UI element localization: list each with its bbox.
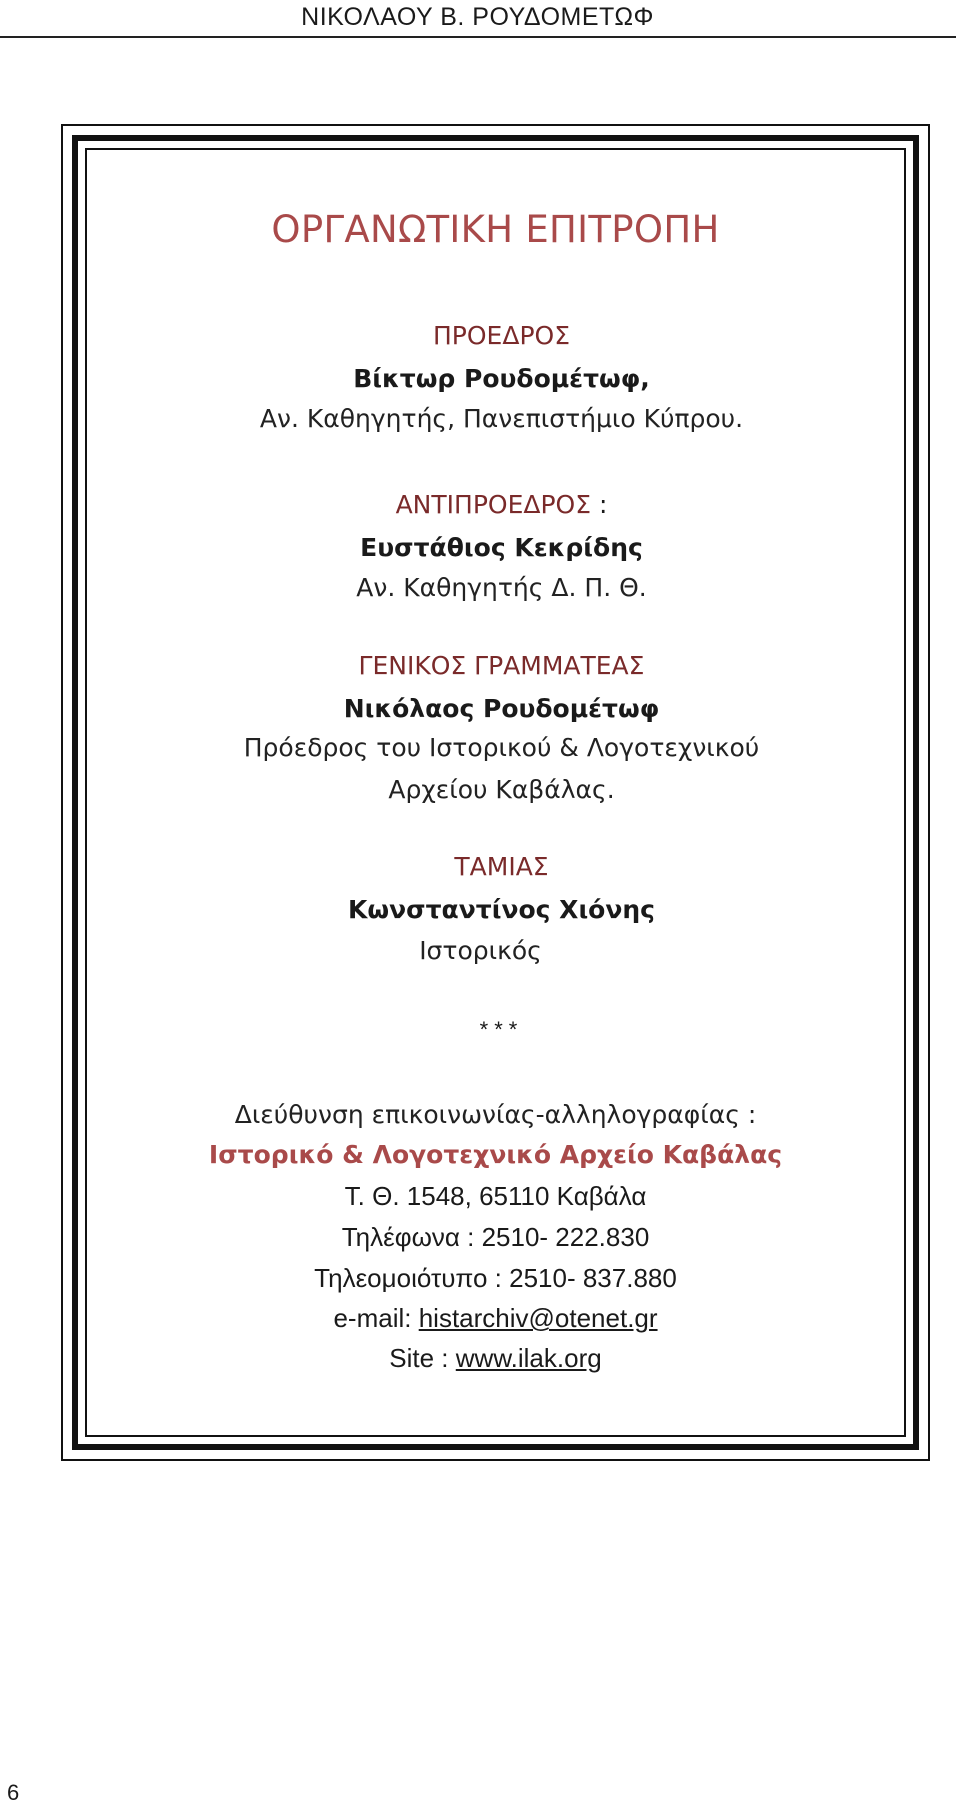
president-role: ΠΡΟΕΔΡΟΣ: [433, 321, 570, 350]
contact-site-line: [85, 1343, 906, 1374]
contact-site-label: Site :: [389, 1343, 456, 1373]
contact-fax: Τηλεομοιότυπο : 2510- 837.880: [314, 1263, 677, 1293]
page-number: 6: [7, 1780, 20, 1805]
president-name: Βίκτωρ Ρουδομέτωφ,: [353, 364, 650, 393]
running-header-title: ΝΙΚΟΛΑΟΥ Β. ΡΟΥΔΟΜΕΤΩΦ: [301, 3, 654, 31]
committee-title: ΟΡΓΑΝΩΤΙΚΗ ΕΠΙΤΡΟΠΗ: [271, 208, 720, 251]
secretary-description-line2: Αρχείου Καβάλας.: [388, 775, 615, 804]
secretary-name: Νικόλαος Ρουδομέτωφ: [343, 694, 660, 723]
secretary-description-line1: Πρόεδρος του Ιστορικού & Λογοτεχνικού: [243, 733, 760, 762]
president-description: Αν. Καθηγητής, Πανεπιστήμιο Κύπρου.: [259, 404, 744, 433]
contact-phone: Τηλέφωνα : 2510- 222.830: [341, 1222, 650, 1252]
contact-email-line: [85, 1303, 906, 1334]
treasurer-role: ΤΑΜΙΑΣ: [454, 852, 549, 881]
contact-po-box: Τ. Θ. 1548, 65110 Καβάλα: [344, 1181, 647, 1211]
vice-president-role: ΑΝΤΙΠΡΟΕΔΡΟΣ: [395, 490, 592, 519]
contact-site-link[interactable]: www.ilak.org: [455, 1343, 602, 1373]
vice-president-description: Αν. Καθηγητής Δ. Π. Θ.: [356, 573, 647, 602]
contact-email-link[interactable]: histarchiv@otenet.gr: [418, 1303, 658, 1333]
secretary-role: ΓΕΝΙΚΟΣ ΓΡΑΜΜΑΤΕΑΣ: [358, 651, 645, 680]
contact-organization: Ιστορικό & Λογοτεχνικό Αρχείο Καβάλας: [208, 1140, 783, 1169]
contact-heading: Διεύθυνση επικοινωνίας-αλληλογραφίας :: [234, 1100, 757, 1129]
treasurer-description: Ιστορικός: [419, 936, 542, 965]
vice-president-role-colon: :: [591, 490, 608, 519]
vice-president-role-line: [85, 490, 906, 519]
separator-stars: ***: [479, 1017, 524, 1042]
contact-email-label: e-mail:: [333, 1303, 419, 1333]
treasurer-name: Κωνσταντίνος Χιόνης: [347, 895, 656, 924]
running-header: [0, 0, 956, 38]
vice-president-name: Ευστάθιος Κεκρίδης: [360, 533, 643, 562]
